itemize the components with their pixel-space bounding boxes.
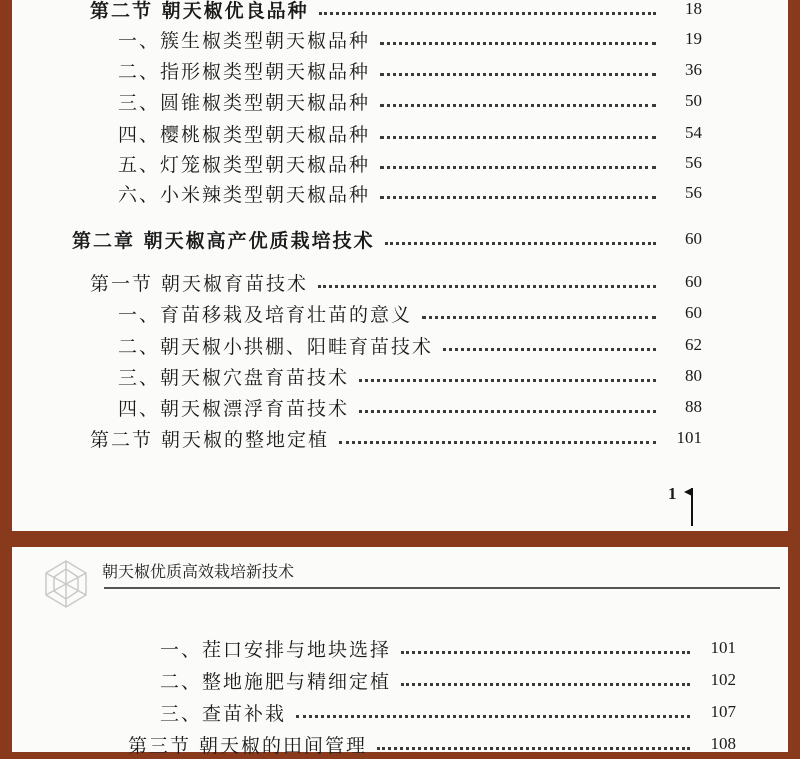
dot-leader [380,104,656,107]
toc-entry-title: 四、樱桃椒类型朝天椒品种 [118,123,371,146]
toc-entry-title: 六、小米辣类型朝天椒品种 [118,183,371,206]
toc-entry [90,0,702,24]
toc-entry [118,361,702,391]
toc-entry-title: 第二章 朝天椒高产优质栽培技术 [72,229,375,252]
toc-entry-page: 102 [710,670,736,689]
toc-entry [118,118,702,148]
toc-entry [118,24,702,54]
dot-leader [377,747,690,750]
toc-entry [118,148,702,178]
dot-leader [359,410,656,413]
toc-entry-title: 五、灯笼椒类型朝天椒品种 [118,153,371,176]
dot-leader [380,136,656,139]
toc-entry [160,665,736,695]
toc-page-2 [12,547,788,757]
toc-entry [160,633,736,663]
toc-entry-title: 第三节 朝天椒的田间管理 [128,734,368,757]
toc-entry-page: 19 [685,29,702,48]
toc-entry [160,697,736,727]
toc-entry-page: 60 [685,272,702,291]
dot-leader [422,316,656,319]
toc-entry [72,224,702,254]
toc-entry [90,423,702,453]
toc-entry-page: 101 [676,428,702,447]
toc-entry-page: 101 [710,638,736,657]
toc-entry-title: 一、茬口安排与地块选择 [160,638,392,661]
toc-entry-title: 三、查苗补栽 [160,702,287,725]
page-number: 1 [668,484,677,503]
toc-entry [128,729,736,759]
dot-leader [339,441,656,444]
toc-entry-page: 107 [710,702,736,721]
dot-leader [319,12,656,15]
toc-entry-page: 54 [685,123,702,142]
toc-entry-page: 56 [685,153,702,172]
toc-entry-page: 60 [685,303,702,322]
toc-entry [118,178,702,208]
toc-entry-title: 三、圆锥椒类型朝天椒品种 [118,91,371,114]
toc-entry [118,392,702,422]
toc-entry-page: 60 [685,229,702,248]
dot-leader [380,166,656,169]
dot-leader [318,285,656,288]
toc-page-1 [12,0,788,531]
dot-leader [359,379,656,382]
page-corner-mark [682,486,696,526]
toc-entry-page: 108 [710,734,736,753]
toc-entry-page: 62 [685,335,702,354]
toc-entry-page: 56 [685,183,702,202]
toc-entry [118,330,702,360]
toc-entry [118,55,702,85]
dot-leader [380,196,656,199]
toc-entry-title: 第二节 朝天椒优良品种 [90,0,309,22]
dot-leader [385,242,656,245]
toc-entry-page: 36 [685,60,702,79]
running-head: 朝天椒优质高效栽培新技术 [102,562,295,581]
toc-entry-page: 88 [685,397,702,416]
toc-entry-title: 二、朝天椒小拱棚、阳畦育苗技术 [118,335,434,358]
toc-entry-title: 一、簇生椒类型朝天椒品种 [118,29,371,52]
toc-entry-page: 80 [685,366,702,385]
toc-entry-title: 二、整地施肥与精细定植 [160,670,392,693]
toc-entry-title: 三、朝天椒穴盘育苗技术 [118,366,350,389]
toc-entry-page: 50 [685,91,702,110]
toc-entry-title: 第二节 朝天椒的整地定植 [90,428,330,451]
header-rule [104,587,780,589]
toc-entry [118,86,702,116]
toc-entry [90,267,702,297]
dot-leader [401,683,690,686]
dot-leader [380,73,656,76]
toc-entry-page: 18 [685,0,702,18]
toc-entry-title: 第一节 朝天椒育苗技术 [90,272,309,295]
toc-entry-title: 四、朝天椒漂浮育苗技术 [118,397,350,420]
decorative-logo [30,555,102,611]
toc-entry [118,298,702,328]
toc-entry-title: 二、指形椒类型朝天椒品种 [118,60,371,83]
toc-entry-title: 一、育苗移栽及培育壮苗的意义 [118,303,413,326]
dot-leader [401,651,690,654]
dot-leader [296,715,690,718]
dot-leader [380,42,656,45]
dot-leader [443,348,656,351]
